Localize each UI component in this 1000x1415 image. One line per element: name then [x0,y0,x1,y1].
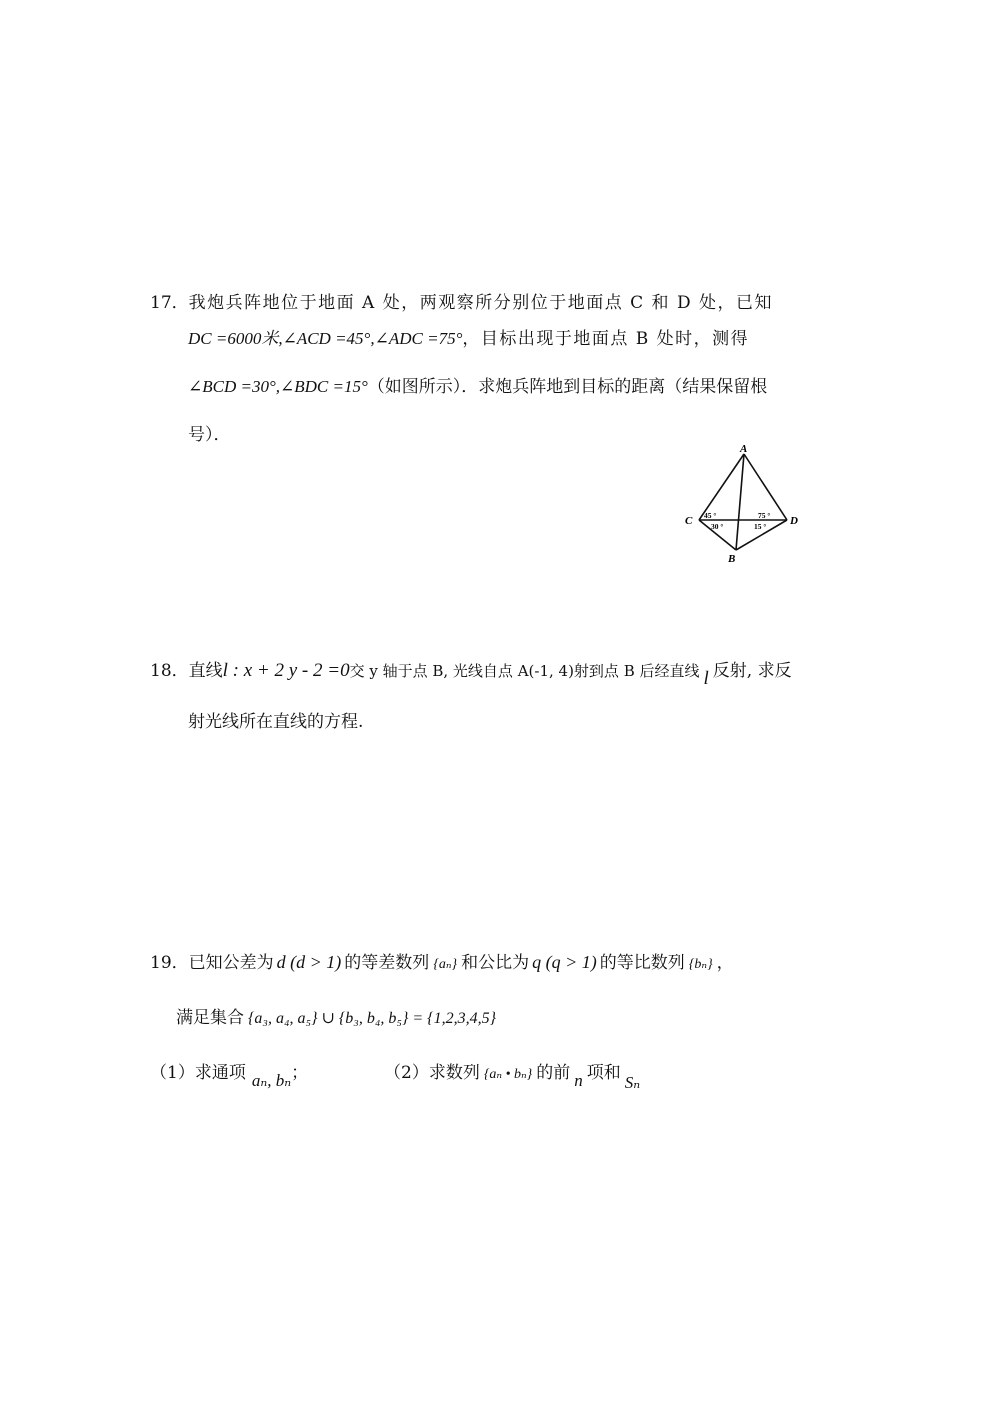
q19-line2 [176,1003,496,1028]
angle-ACD: 45 ° [704,511,717,520]
q17-triangle-figure [680,440,810,570]
q19-t2: 的等差数列 [344,953,430,973]
q19-part1-math: aₙ, bₙ [251,1071,292,1090]
q19-part2 [384,1058,641,1092]
angle-BCD: 30 ° [711,522,724,531]
q19-t4: 的等比数列 [599,953,685,973]
q18-line2 [188,707,363,732]
q19-set-equation: {a₃, a₄, a₅} ∪ {b₃, b₄, b₅} = {1,2,3,4,5} [248,1010,496,1027]
q18-line1 [150,656,792,689]
q19-part1-label: （1）求通项 [150,1063,246,1083]
q18-number: 18． [150,661,189,681]
q18-equation: l : x + 2 y - 2 =0 [222,660,350,681]
q17-line2 [188,324,749,349]
q19-part2-math: {aₙ • bₙ} [483,1067,533,1082]
q17-text-line4: 号）． [188,425,231,445]
q18-text-line2: 射光线所在直线的方程. [188,712,364,732]
q18-text3: 反射, 求反 [712,661,792,681]
q19-part1-end: ； [291,1063,309,1083]
q19-line1 [150,948,734,973]
label-B: B [728,553,736,565]
q17-number: 17． [150,293,189,313]
q17-given-math: DC =6000米,∠ACD =45°,∠ADC =75° [188,329,463,348]
angle-ADC: 75 ° [758,511,771,520]
q17-line1 [150,288,773,313]
q19-line2-text: 满足集合 [176,1008,244,1028]
q17-line4 [188,420,231,445]
label-C: C [685,515,693,527]
q19-m4: {bₙ} [688,957,713,972]
q19-part2-text: 项和 [586,1063,621,1083]
q17-angles-math: ∠BCD =30°,∠BDC =15° [188,377,368,396]
q17-text-line1: 我炮兵阵地位于地面 A 处，两观察所分别位于地面点 C 和 D 处，已知 [188,293,773,313]
q19-m1: d (d > 1) [276,952,342,972]
q19-part2-s: Sₙ [624,1073,641,1092]
segment-AB [736,454,744,550]
q18-text2: 交 y 轴于点 B, 光线自点 A(-1, 4)射到点 B 后经直线 [349,662,700,680]
q19-number: 19． [150,953,189,973]
q17-text-line2: ，目标出现于地面点 B 处时，测得 [462,329,750,349]
q19-part2-n: n [574,1071,583,1090]
q17-line3 [188,372,767,397]
q19-t3: 和公比为 [461,953,530,973]
q19-m3: q (q > 1) [532,952,597,972]
label-A: A [740,443,748,455]
q17-text-line3: （如图所示）．求炮兵阵地到目标的距离（结果保留根 [367,377,768,397]
q19-m2: {aₙ} [433,957,458,972]
label-D: D [790,515,798,527]
q19-parts [150,1058,309,1090]
q19-part2-mid: 的前 [536,1063,571,1083]
q19-t1: 已知公差为 [188,953,274,973]
q18-text1: 直线 [188,661,223,681]
angle-BDC: 15 ° [754,522,767,531]
q18-line-l: l [703,668,709,689]
q19-part2-label: （2）求数列 [384,1063,480,1083]
q19-t5: ， [716,953,734,973]
